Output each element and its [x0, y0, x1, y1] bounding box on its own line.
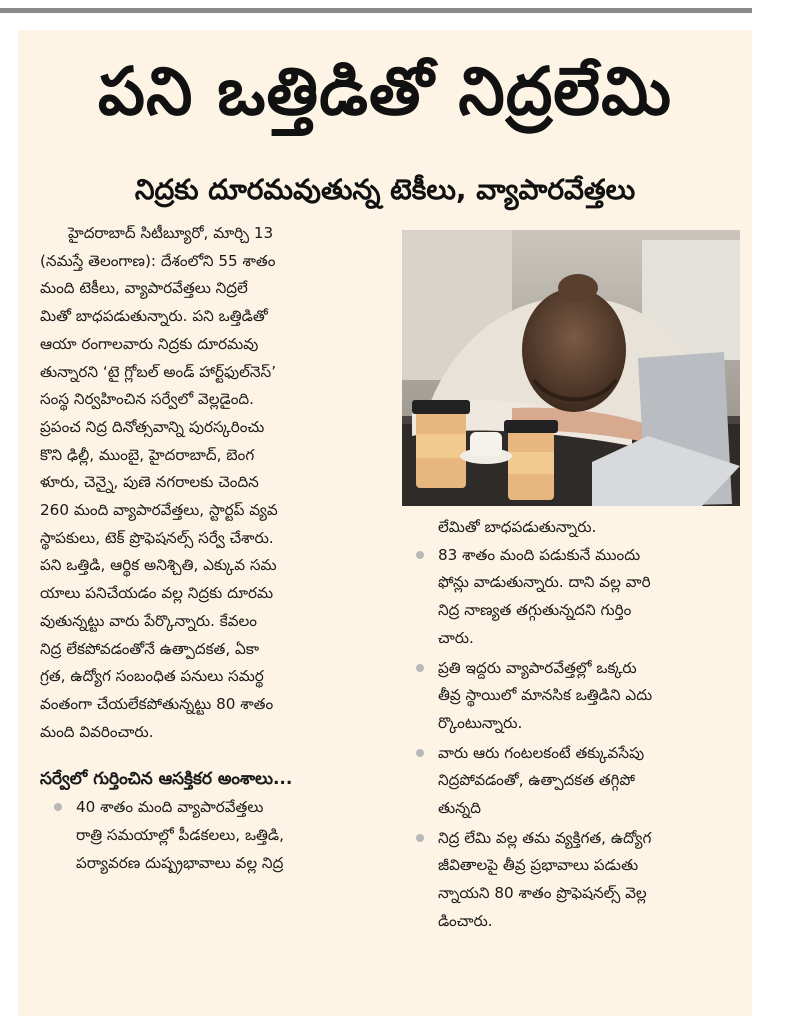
body-line: పని ఒత్తిడి, ఆర్థిక అనిశ్చితి, ఎక్కువ సమ [40, 556, 277, 575]
body-line: ప్రపంచ నిద్ర దినోత్సవాన్ని పురస్కరించు [40, 417, 265, 436]
bullet-line: నిద్ర లేమి వల్ల తమ వ్యక్తిగత, ఉద్యోగ [438, 828, 652, 847]
list-item [402, 825, 740, 936]
right-column [402, 514, 740, 938]
bullet-line: నిద్రపోవడంతో, ఉత్పాదకత తగ్గిపో [438, 771, 635, 790]
body-line: యాలు పనిచేయడం వల్ల నిద్రకు దూరమ [40, 584, 274, 603]
body-line: తున్నారని ‘టై గ్లోబల్ అండ్ హార్ట్‌ఫుల్‌నెస్’ [40, 362, 277, 381]
bullet-line: వారు ఆరు గంటలకంటే తక్కువసేపు [438, 743, 645, 762]
body-text [40, 220, 372, 746]
bullet-dot-icon [416, 551, 424, 559]
bullet-line: డించారు. [438, 911, 493, 930]
bullet-line: జీవితాలపై తీవ్ర ప్రభావాలు పడుతు [438, 856, 639, 875]
body-line: మితో బాధపడుతున్నారు. పని ఒత్తిడితో [40, 307, 268, 326]
body-line: గ్రత, ఉద్యోగ సంబంధిత పనులు సమర్థ [40, 667, 264, 686]
body-line: హైదరాబాద్ సిటీబ్యూరో, మార్చి 13 [68, 224, 274, 242]
article-photo [402, 230, 740, 506]
tired-person-photo-icon [402, 230, 740, 506]
top-rule [0, 8, 752, 13]
section-heading: సర్వేలో గుర్తించిన ఆసక్తికర అంశాలు... [40, 769, 293, 790]
body-line: ఆయా రంగాలవారు నిద్రకు దూరమవు [40, 334, 259, 353]
bullet-line: న్నాయని 80 శాతం ప్రొఫెషనల్స్ వెల్ల [438, 884, 647, 903]
body-line: వంతంగా చేయలేకపోతున్నట్టు 80 శాతం [40, 694, 274, 713]
body-line: నిద్ర లేకపోవడంతోనే ఉత్పాదకత, ఏకా [40, 639, 259, 658]
body-line: 260 మంది వ్యాపారవేత్తలు, స్టార్టప్ వ్యవ [40, 501, 278, 520]
list-item [402, 740, 740, 823]
bullet-line: ర్కొంటున్నారు. [438, 713, 523, 732]
list-item [40, 794, 372, 877]
list-item [402, 542, 740, 653]
subheadline: నిద్రకు దూరమవుతున్న టెకీలు, వ్యాపారవేత్తలు [134, 173, 636, 206]
body-line: కొని ఢిల్లీ, ముంబై, హైదరాబాద్, బెంగ [40, 445, 255, 464]
list-item [402, 655, 740, 738]
body-line: (నమస్తే తెలంగాణ): దేశంలోని 55 శాతం [40, 251, 276, 270]
bullet-line: తీవ్ర స్థాయిలో మానసిక ఒత్తిడిని ఎదు [438, 686, 653, 705]
bullet-line: పర్యావరణ దుష్ప్రభావాలు వల్ల నిద్ర [76, 853, 284, 872]
continuation-line: లేమితో బాధపడుతున్నారు. [438, 518, 597, 536]
body-line: మంది వివరించారు. [40, 722, 154, 741]
left-column [40, 220, 372, 877]
bullet-line: నిద్ర నాణ్యత తగ్గుతున్నదని గుర్తిం [438, 601, 632, 620]
bullet-line: ఫోన్లు వాడుతున్నారు. దాని వల్ల వారి [438, 573, 651, 592]
bullet-line: 40 శాతం మంది వ్యాపారవేత్తలు [76, 798, 264, 817]
headline: పని ఒత్తిడితో నిద్రలేమి [98, 53, 672, 130]
bullet-dot-icon [416, 834, 424, 842]
bullet-line: చారు. [438, 628, 474, 647]
bullet-line: తున్నది [438, 799, 481, 818]
body-line: స్థాపకులు, టెక్ ప్రొఫెషనల్స్ సర్వే చేశారు. [40, 528, 274, 547]
body-line: వుతున్నట్టు వారు పేర్కొన్నారు. కేవలం [40, 611, 257, 630]
newspaper-article [18, 30, 752, 1016]
bullet-dot-icon [416, 749, 424, 757]
bullet-line: రాత్రి సమయాల్లో పీడకలలు, ఒత్తిడి, [76, 826, 284, 845]
body-line: సంస్థ నిర్వహించిన సర్వేలో వెల్లడైంది. [40, 390, 254, 409]
bullet-line: 83 శాతం మంది పడుకునే ముందు [438, 545, 641, 564]
bullet-line: ప్రతి ఇద్దరు వ్యాపారవేత్తల్లో ఒక్కరు [438, 658, 637, 677]
bullet-dot-icon [416, 664, 424, 672]
bullet-dot-icon [54, 803, 62, 811]
body-line: మంది టెకీలు, వ్యాపారవేత్తలు నిద్రలే [40, 279, 248, 298]
body-line: ళూరు, చెన్నై, పుణె నగరాలకు చెందిన [40, 473, 259, 492]
